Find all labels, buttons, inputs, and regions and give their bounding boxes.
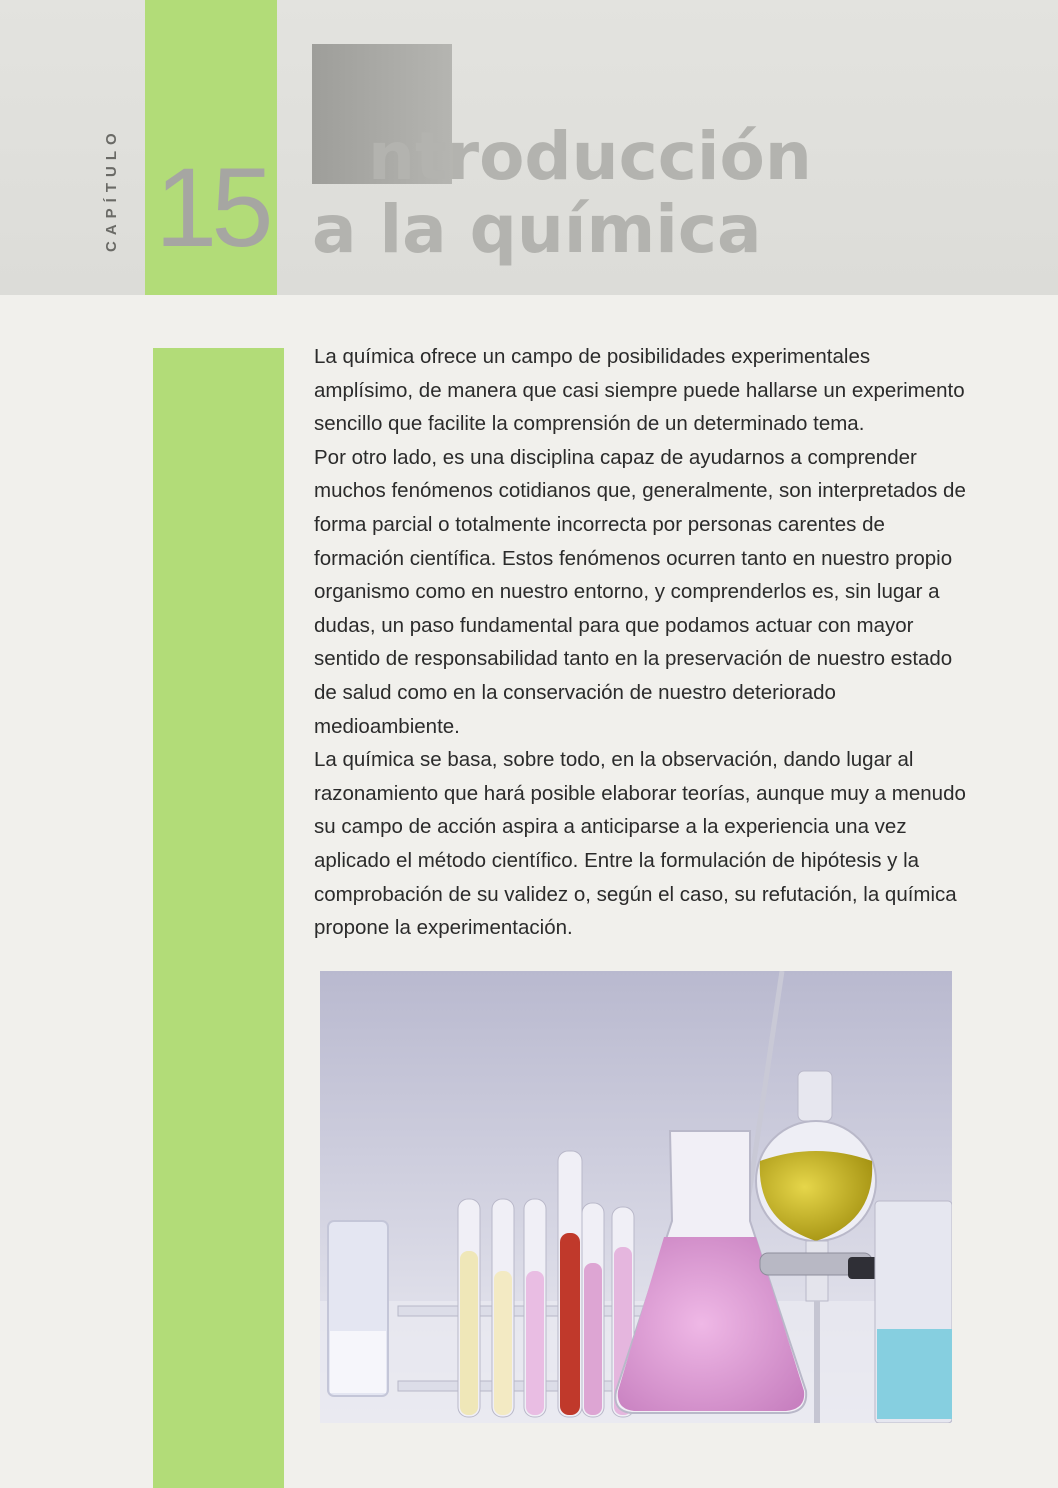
chapter-number: 15 [155,145,268,270]
body-paragraph-1: La química ofrece un campo de posibilidades experimentales amplísimo, de manera que casi siempre puede hallarse un experimento sencillo que facilite la comprensión de un determinado tema. [314,345,965,436]
body-paragraph-3: La química se basa, sobre todo, en la observación, dando lugar al razonamiento que hará posible elaborar teorías, aunque muy a menudo su campo de acción aspira a anticiparse a la experiencia una vez aplicado el método científico. Entre la formulación de hipótesis y la comprobación de su validez o, según el caso, su refutación, la química propone la experimentación. [314,748,966,940]
beaker-right [875,1201,952,1423]
body-paragraph-2: Por otro lado, es una disciplina capaz de ayudarnos a comprender muchos fenómenos cotidianos que, generalmente, son interpretados de forma parcial o totalmente incorrecta por personas carentes de formación científica. Estos fenómenos ocurren tanto en nuestro propio organismo como en nuestro entorno, y comprenderlos es, sin lugar a dudas, un paso fundamental para que podamos actuar con mayor sentido de responsabilidad tanto en la preservación de nuestro estado de salud como en la conservación de nuestro deteriorado medioambiente. [314,445,966,738]
title-line-1: ntroducción [368,118,812,195]
beaker-left [328,1221,388,1396]
laboratory-glassware-photo [320,971,952,1423]
side-color-bar [153,348,284,1488]
body-text [314,340,974,945]
title-line-2: a la química [312,191,762,268]
chapter-label: CAPÍTULO [103,127,120,253]
